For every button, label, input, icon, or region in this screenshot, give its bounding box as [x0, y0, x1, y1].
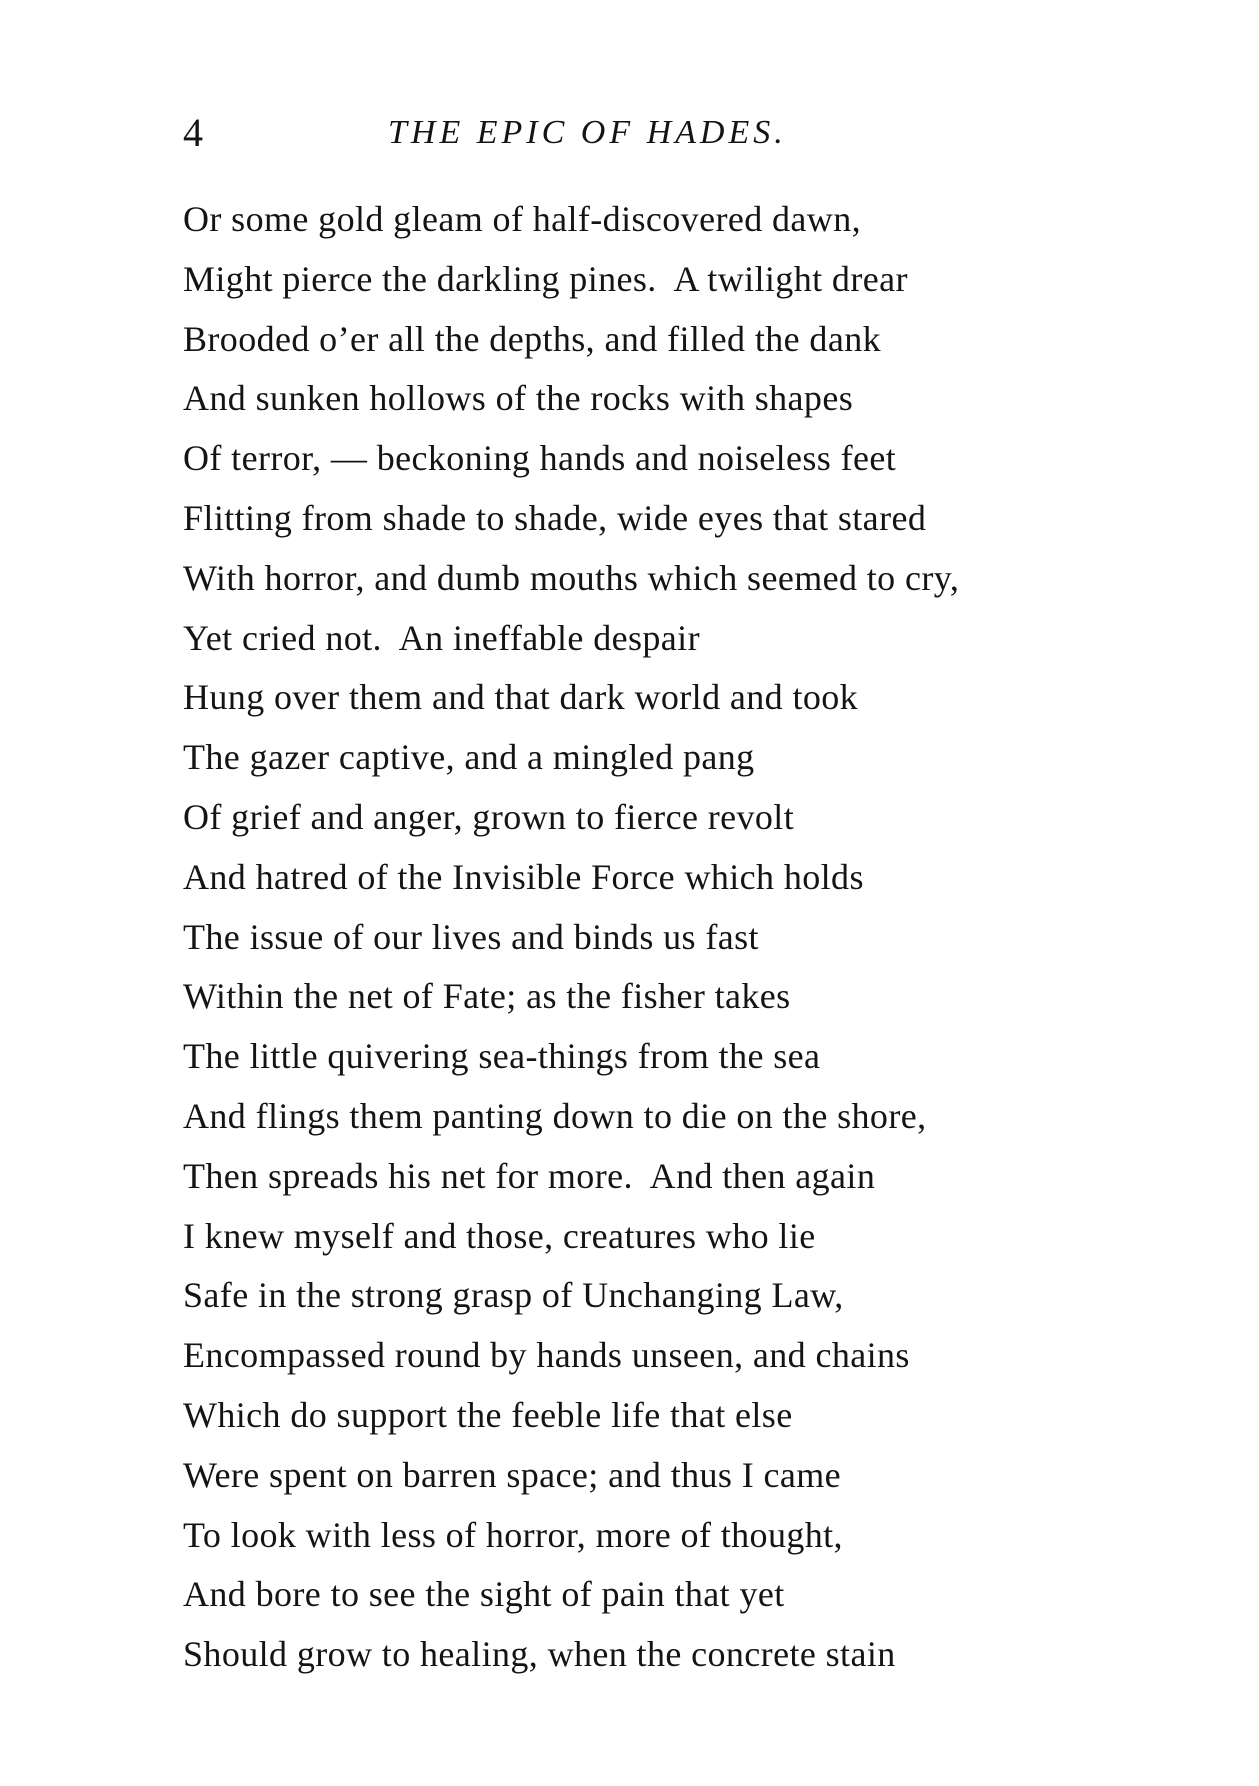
poem-text: [183, 190, 1183, 1685]
poem-line: The little quivering sea-things from the sea: [183, 1036, 821, 1077]
poem-line: Flitting from shade to shade, wide eyes that stared: [183, 497, 927, 538]
poem-line: And flings them panting down to die on the shore,: [183, 1095, 927, 1136]
poem-line: And hatred of the Invisible Force which holds: [183, 856, 864, 897]
poem-line: To look with less of horror, more of thought,: [183, 1514, 843, 1555]
poem-line: Within the net of Fate; as the fisher takes: [183, 976, 791, 1017]
poem-line: Of grief and anger, grown to fierce revolt: [183, 796, 795, 837]
poem-line: Brooded o’er all the depths, and filled the dank: [183, 318, 881, 359]
poem-line: I knew myself and those, creatures who lie: [183, 1215, 816, 1256]
poem-line: Should grow to healing, when the concrete stain: [183, 1634, 896, 1675]
book-title: THE EPIC OF HADES.: [388, 114, 787, 151]
page-number: 4: [183, 110, 203, 155]
poem-line: Or some gold gleam of half-discovered dawn,: [183, 199, 861, 239]
poem-line: Then spreads his net for more. And then again: [183, 1155, 876, 1196]
poem-line: Were spent on barren space; and thus I came: [183, 1454, 842, 1495]
poem-line: Yet cried not. An ineffable despair: [183, 617, 700, 658]
poem-line: Hung over them and that dark world and took: [183, 677, 859, 718]
running-head: [183, 108, 1083, 158]
poem-line: With horror, and dumb mouths which seemed to cry,: [183, 557, 960, 598]
poem-line: The issue of our lives and binds us fast: [183, 916, 759, 957]
poem-line: Safe in the strong grasp of Unchanging Law,: [183, 1275, 844, 1316]
poem-line: And sunken hollows of the rocks with shapes: [183, 378, 854, 419]
poem-line: Which do support the feeble life that else: [183, 1394, 793, 1435]
poem-line: Of terror, — beckoning hands and noiseless feet: [183, 438, 897, 479]
poem-line: The gazer captive, and a mingled pang: [183, 737, 755, 778]
poem-line: Encompassed round by hands unseen, and chains: [183, 1335, 910, 1376]
poem-line: And bore to see the sight of pain that yet: [183, 1574, 785, 1615]
poem-line: Might pierce the darkling pines. A twilight drear: [183, 258, 908, 299]
